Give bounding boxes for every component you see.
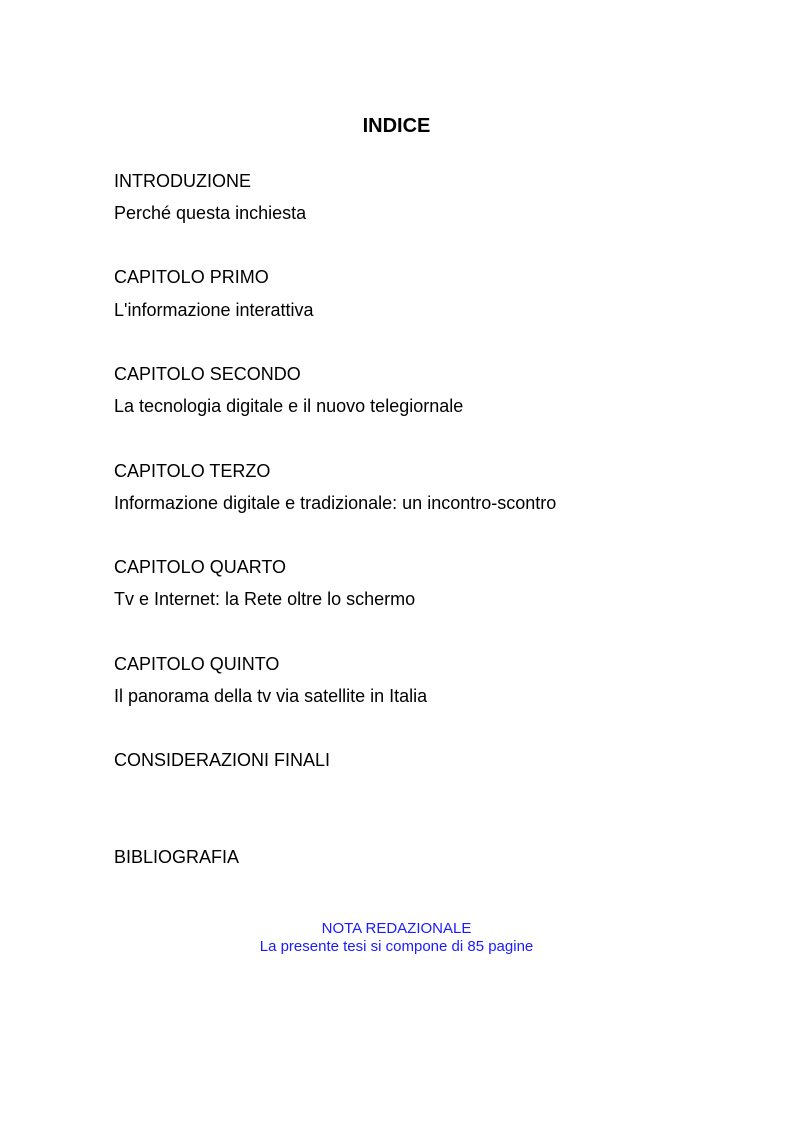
toc-heading-considerazioni-finali: CONSIDERAZIONI FINALI [114, 750, 331, 770]
toc-subtitle-capitolo-quarto: Tv e Internet: la Rete oltre lo schermo [114, 589, 416, 609]
toc-heading-capitolo-primo: CAPITOLO PRIMO [114, 267, 269, 287]
toc-heading-capitolo-quarto: CAPITOLO QUARTO [114, 557, 287, 577]
toc-subtitle-capitolo-primo: L'informazione interattiva [114, 300, 314, 320]
editorial-note-title: NOTA REDAZIONALE [321, 920, 472, 937]
editorial-note-text: La presente tesi si compone di 85 pagine [259, 938, 534, 955]
toc-heading-introduzione: INTRODUZIONE [114, 171, 251, 191]
toc-heading-capitolo-quinto: CAPITOLO QUINTO [114, 654, 280, 674]
toc-heading-capitolo-terzo: CAPITOLO TERZO [114, 461, 271, 481]
page-title: INDICE [362, 115, 431, 137]
toc-heading-bibliografia: BIBLIOGRAFIA [114, 847, 240, 867]
toc-subtitle-capitolo-quinto: Il panorama della tv via satellite in Italia [114, 686, 428, 706]
toc-subtitle-capitolo-terzo: Informazione digitale e tradizionale: un incontro-scontro [114, 493, 557, 513]
toc-subtitle-capitolo-secondo: La tecnologia digitale e il nuovo telegiornale [114, 396, 464, 416]
toc-subtitle-introduzione: Perché questa inchiesta [114, 203, 307, 223]
toc-heading-capitolo-secondo: CAPITOLO SECONDO [114, 364, 301, 384]
